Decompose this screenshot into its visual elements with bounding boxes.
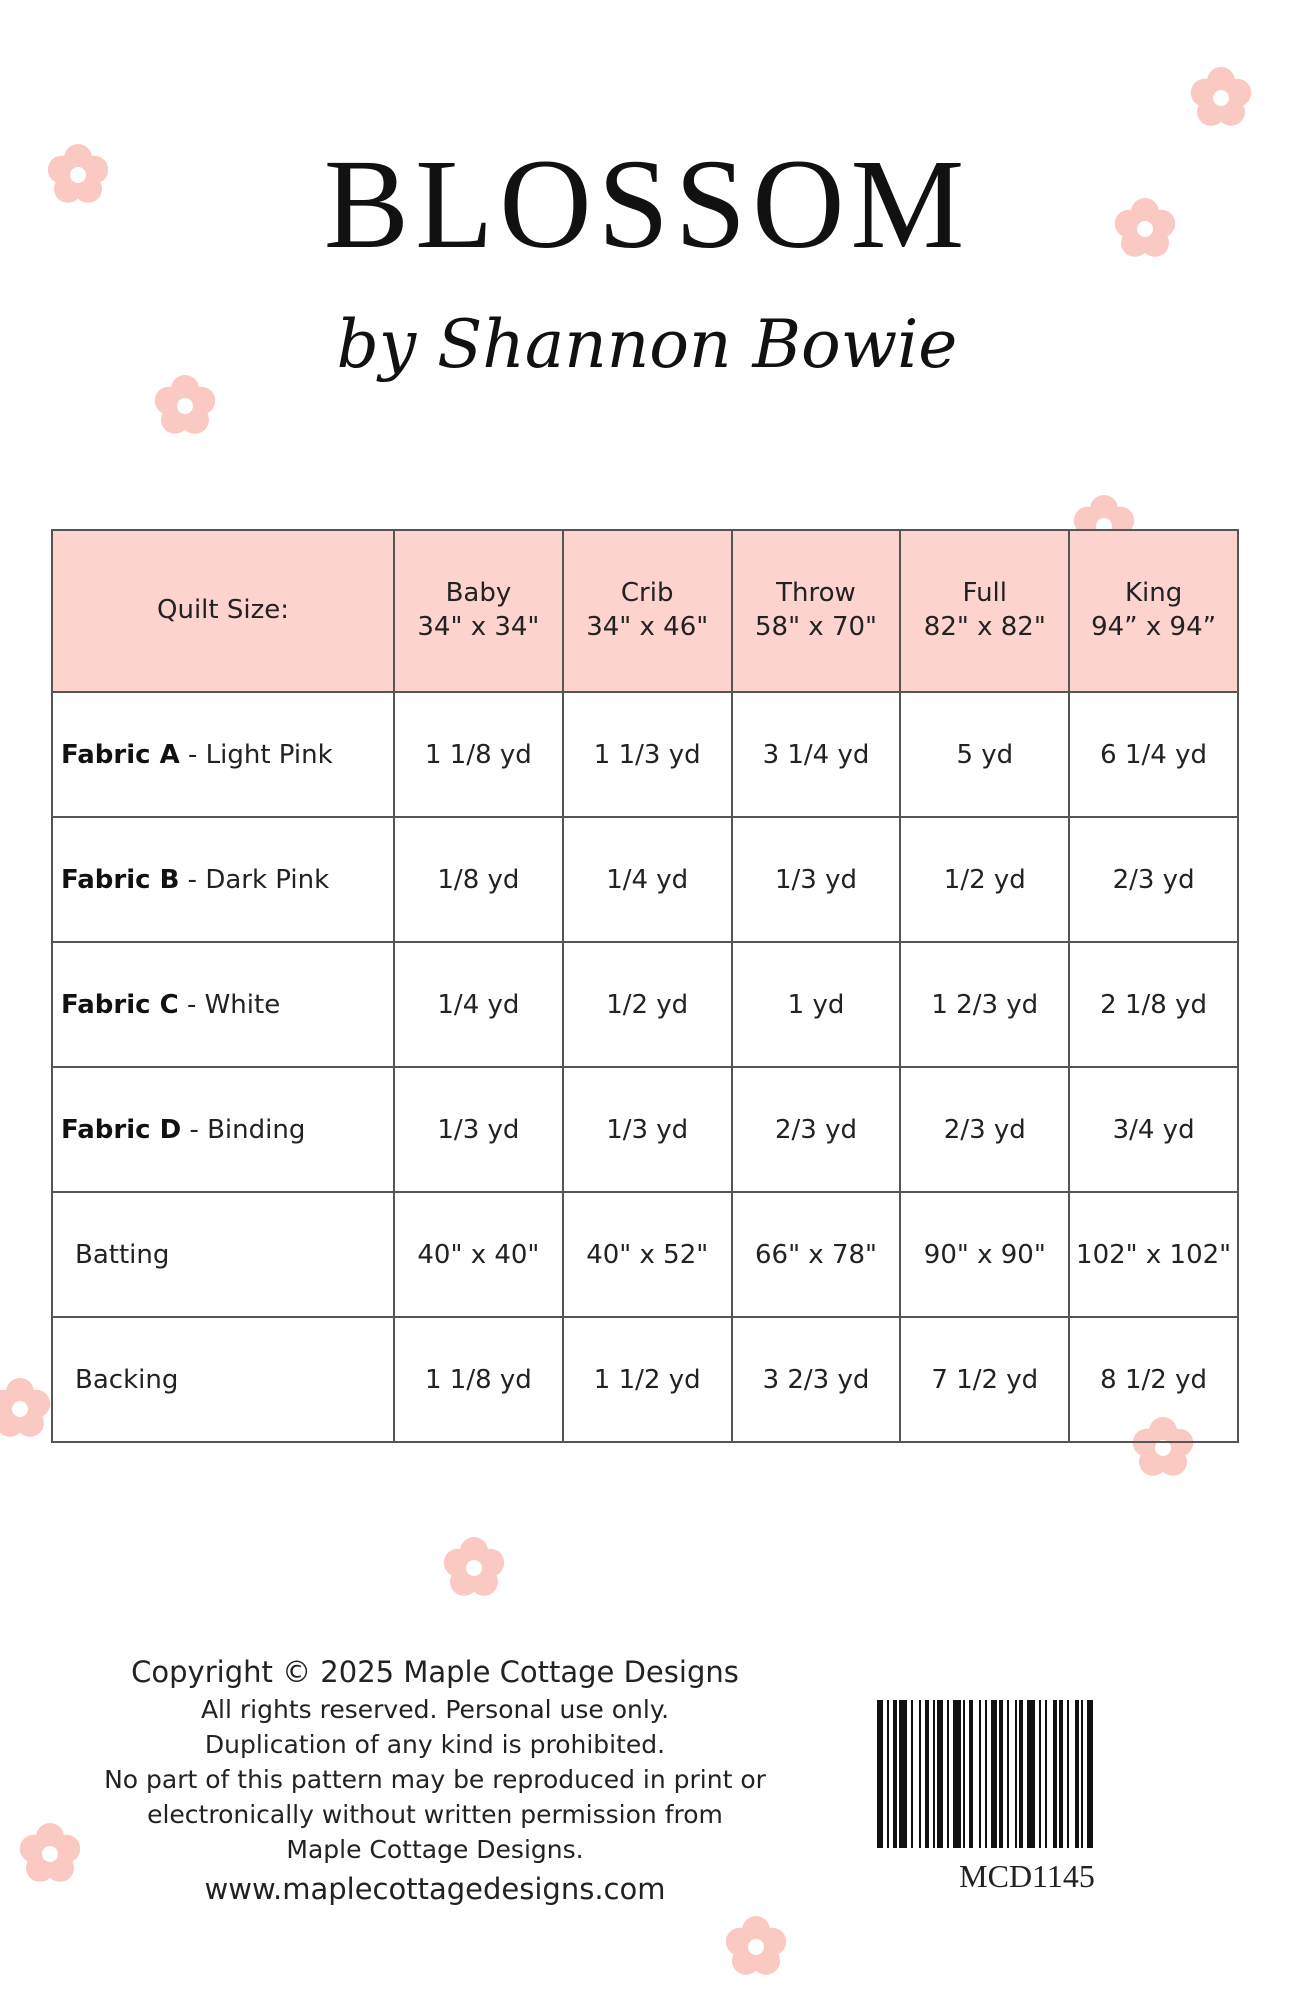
table-cell: 1 1/3 yd	[563, 692, 732, 817]
flower-icon	[718, 1909, 794, 1985]
table-row	[52, 692, 1238, 817]
table-cell: 2/3 yd	[732, 1067, 901, 1192]
row-label: Fabric A - Light Pink	[52, 692, 394, 817]
table-cell: 1/8 yd	[394, 817, 563, 942]
table-cell: 1 1/8 yd	[394, 692, 563, 817]
table-cell: 1/3 yd	[563, 1067, 732, 1192]
row-label: Fabric D - Binding	[52, 1067, 394, 1192]
table-cell: 1/4 yd	[394, 942, 563, 1067]
row-label: Batting	[52, 1192, 394, 1317]
table-row	[52, 1317, 1238, 1442]
yardage-table	[51, 529, 1237, 1443]
table-cell: 40" x 52"	[563, 1192, 732, 1317]
table-cell: 6 1/4 yd	[1069, 692, 1238, 817]
table-row	[52, 1067, 1238, 1192]
table-cell: 3 2/3 yd	[732, 1317, 901, 1442]
table-cell: 2 1/8 yd	[1069, 942, 1238, 1067]
company-line: Maple Cottage Designs.	[286, 1835, 584, 1864]
table-cell: 5 yd	[900, 692, 1069, 817]
size-header: Throw 58" x 70"	[732, 530, 901, 692]
table-row	[52, 942, 1238, 1067]
table-cell: 3 1/4 yd	[732, 692, 901, 817]
size-header: King 94” x 94”	[1069, 530, 1238, 692]
table-cell: 66" x 78"	[732, 1192, 901, 1317]
flower-icon	[436, 1530, 512, 1606]
table-cell: 1 1/2 yd	[563, 1317, 732, 1442]
flower-icon	[0, 1371, 58, 1447]
duplication-line: Duplication of any kind is prohibited.	[204, 1730, 666, 1759]
flower-icon	[1183, 60, 1259, 136]
quilt-size-label: Quilt Size:	[52, 530, 394, 692]
size-header: Crib 34" x 46"	[563, 530, 732, 692]
table-cell: 2/3 yd	[900, 1067, 1069, 1192]
table-cell: 7 1/2 yd	[900, 1317, 1069, 1442]
pattern-title: BLOSSOM	[323, 133, 971, 275]
designer-byline: by Shannon Bowie	[336, 306, 958, 383]
table-cell: 2/3 yd	[1069, 817, 1238, 942]
table-cell: 1 yd	[732, 942, 901, 1067]
table-cell: 1 1/8 yd	[394, 1317, 563, 1442]
row-label: Fabric C - White	[52, 942, 394, 1067]
row-label: Fabric B - Dark Pink	[52, 817, 394, 942]
barcode-label: MCD1145	[959, 1858, 1095, 1894]
website-link[interactable]: www.maplecottagedesigns.com	[204, 1872, 666, 1906]
flower-icon	[147, 368, 223, 444]
table-cell: 8 1/2 yd	[1069, 1317, 1238, 1442]
quilt-size-header-row	[52, 530, 1238, 692]
barcode	[877, 1700, 1177, 1848]
table-cell: 90" x 90"	[900, 1192, 1069, 1317]
copyright-block	[70, 1652, 800, 1911]
table-cell: 1/4 yd	[563, 817, 732, 942]
table-cell: 102" x 102"	[1069, 1192, 1238, 1317]
table-cell: 1/3 yd	[732, 817, 901, 942]
rights-line: All rights reserved. Personal use only.	[200, 1695, 670, 1724]
table-cell: 3/4 yd	[1069, 1067, 1238, 1192]
table-cell: 1/2 yd	[563, 942, 732, 1067]
table-row	[52, 817, 1238, 942]
table-cell: 1/3 yd	[394, 1067, 563, 1192]
table-cell: 1/2 yd	[900, 817, 1069, 942]
permission-line: electronically without written permission from	[147, 1800, 723, 1829]
reproduction-line: No part of this pattern may be reproduced in print or	[104, 1765, 766, 1794]
copyright-line: Copyright © 2025 Maple Cottage Designs	[131, 1655, 739, 1689]
size-header: Full 82" x 82"	[900, 530, 1069, 692]
table-row	[52, 1192, 1238, 1317]
size-header: Baby 34" x 34"	[394, 530, 563, 692]
table-cell: 40" x 40"	[394, 1192, 563, 1317]
row-label: Backing	[52, 1317, 394, 1442]
table-cell: 1 2/3 yd	[900, 942, 1069, 1067]
